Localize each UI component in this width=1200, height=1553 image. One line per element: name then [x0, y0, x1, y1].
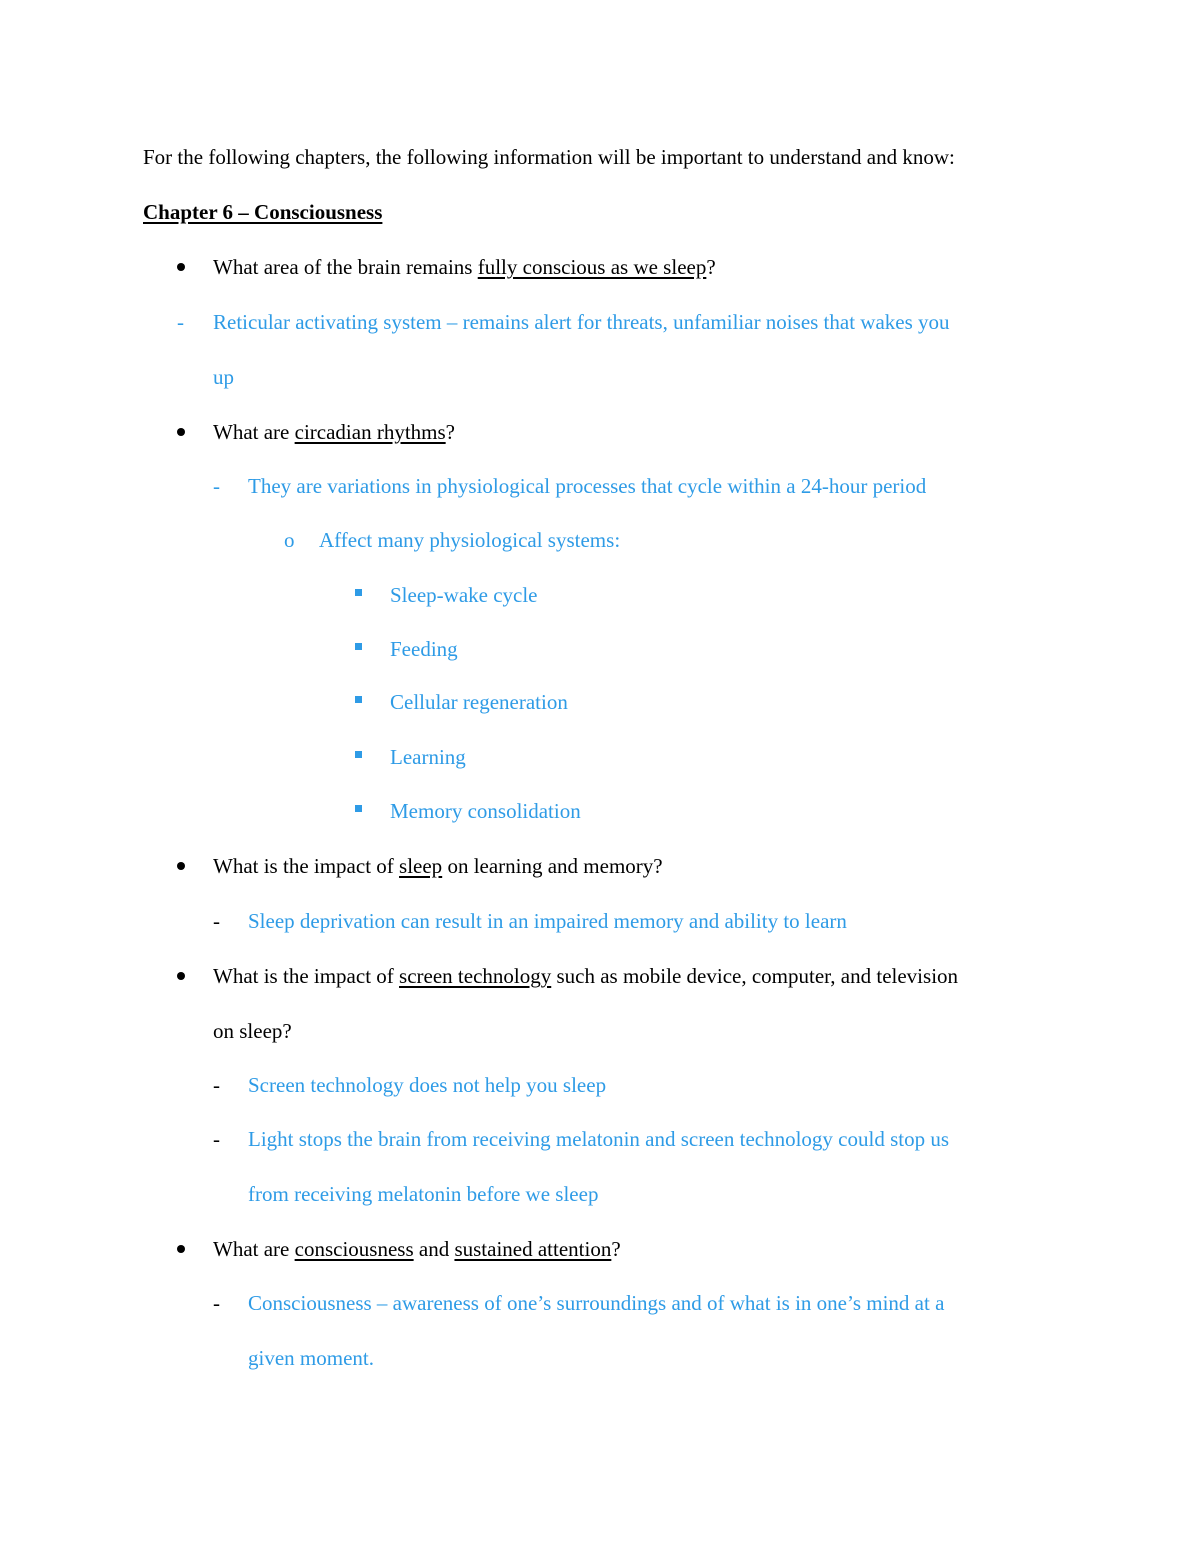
chapter-heading: Chapter 6 – Consciousness — [143, 200, 383, 224]
question-5-term-1: consciousness — [294, 1237, 414, 1261]
question-3-end: on learning and memory? — [442, 854, 663, 878]
question-4-text: What is the impact of — [213, 964, 400, 988]
question-2-end: ? — [445, 420, 455, 444]
answer-4-2-line-2: from receiving melatonin before we sleep — [248, 1182, 599, 1206]
dash-marker: - — [177, 310, 184, 334]
square-bullet-icon — [355, 696, 362, 703]
answer-3: Sleep deprivation can result in an impaired memory and ability to learn — [248, 909, 847, 933]
answer-5-line-2: given moment. — [248, 1346, 374, 1370]
question-2 — [213, 419, 455, 445]
question-5-end: ? — [611, 1237, 621, 1261]
system-item: Cellular regeneration — [390, 690, 568, 714]
square-bullet-icon — [355, 643, 362, 650]
bullet-dot-icon — [177, 972, 185, 980]
bullet-dot-icon — [177, 428, 185, 436]
system-item: Feeding — [390, 637, 458, 661]
answer-4-2-line-1: Light stops the brain from receiving melatonin and screen technology could stop us — [248, 1127, 949, 1151]
bullet-dot-icon — [177, 862, 185, 870]
question-4-line-1 — [213, 963, 958, 989]
dash-marker: - — [213, 1073, 220, 1097]
dash-marker: - — [213, 474, 220, 498]
dash-marker: - — [213, 1127, 220, 1151]
question-2-term: circadian rhythms — [294, 420, 446, 444]
dash-marker: - — [213, 1291, 220, 1315]
question-4-term: screen technology — [399, 964, 552, 988]
square-bullet-icon — [355, 805, 362, 812]
bullet-dot-icon — [177, 263, 185, 271]
question-5-text: What are — [213, 1237, 295, 1261]
answer-5-line-1: Consciousness – awareness of one’s surroundings and of what is in one’s mind at a — [248, 1291, 945, 1315]
system-item: Memory consolidation — [390, 799, 581, 823]
system-item: Sleep-wake cycle — [390, 583, 538, 607]
question-4-line-2: on sleep? — [213, 1019, 292, 1043]
square-bullet-icon — [355, 751, 362, 758]
question-5 — [213, 1236, 621, 1262]
question-5-conjunction: and — [413, 1237, 455, 1261]
question-3-term: sleep — [399, 854, 443, 878]
answer-1-line-1: Reticular activating system – remains alert for threats, unfamiliar noises that wakes you — [213, 310, 950, 334]
question-1-text: What area of the brain remains — [213, 255, 478, 279]
square-bullet-icon — [355, 589, 362, 596]
dash-marker: - — [213, 909, 220, 933]
answer-4-1: Screen technology does not help you sleep — [248, 1073, 607, 1097]
question-3-text: What is the impact of — [213, 854, 400, 878]
question-1-end: ? — [706, 255, 716, 279]
sub-bullet-marker: o — [284, 528, 295, 552]
question-1 — [213, 254, 716, 280]
question-4-end: such as mobile device, computer, and television — [551, 964, 959, 988]
bullet-dot-icon — [177, 1245, 185, 1253]
answer-1-line-2: up — [213, 365, 234, 389]
question-5-term-2: sustained attention — [454, 1237, 612, 1261]
question-2-text: What are — [213, 420, 295, 444]
intro-text: For the following chapters, the following information will be important to understand and know: — [143, 145, 955, 169]
answer-2: They are variations in physiological processes that cycle within a 24-hour period — [248, 474, 927, 498]
question-1-term: fully conscious as we sleep — [477, 255, 707, 279]
question-3 — [213, 853, 663, 879]
answer-2-sub: Affect many physiological systems: — [319, 528, 621, 552]
system-item: Learning — [390, 745, 466, 769]
